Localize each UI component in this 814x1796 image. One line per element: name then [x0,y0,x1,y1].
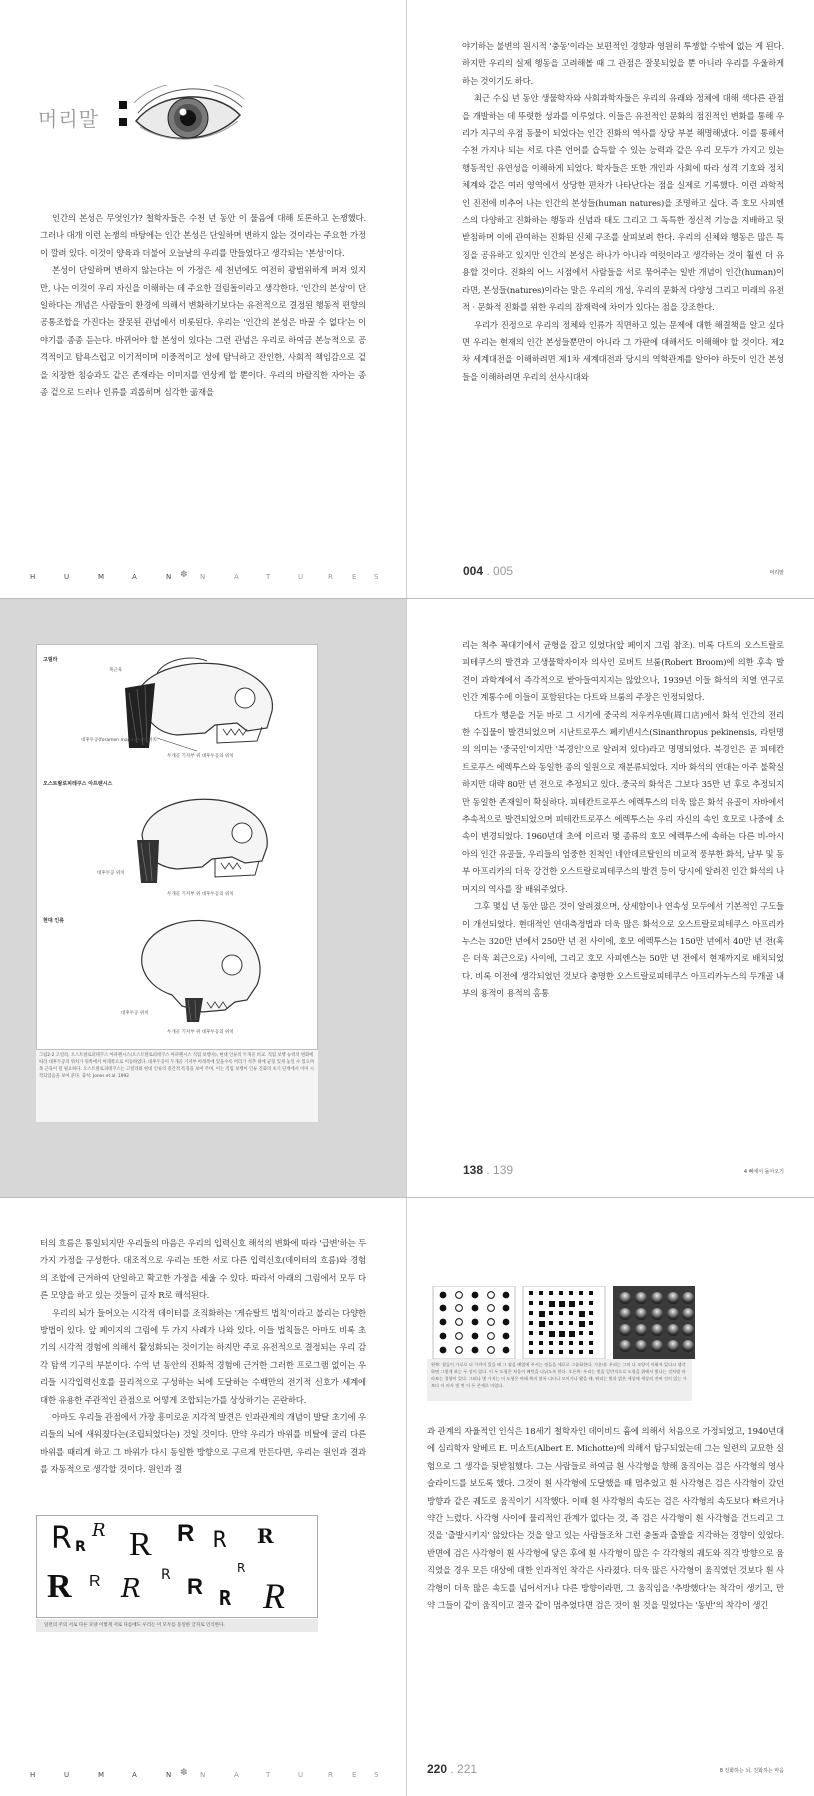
body-text [40,1235,366,1479]
letter-r-figure [36,1515,318,1618]
page-number: 138 . 139 [463,1163,514,1177]
human-skull-icon [107,910,277,1025]
letter-r-glyph: R [121,1574,141,1604]
figure-annotation: 대후두공 위치 [121,1011,149,1016]
skull-comparison-figure [36,644,318,1050]
figure-annotation: 두개골 기저부 위 대후두공의 위치 [167,892,234,897]
paragraph: 그후 몇십 년 동안 많은 것이 알려졌으며, 상세함이나 연속성 모두에서 기본적인 구도들이 개선되었다. 현대적인 연대측정법과 더욱 많은 화석으로 오스트랄로피테쿠스 아프리카누스는 320만 년에서 250만 년 전 사이에, 호모 에렉투스는 150만 년에서 40만 년 전(혹은 더욱 최근으로) 사이에, 그리고 호모 사피엔스는 50만 년 전에서 현재까지로 배치되었다. 비록 이전에 생각되었던 것보다 충명한 오스트랄로피테쿠스 아프리카누스의 두개골 내부의 용적이 용적의 홈통 [462,901,784,999]
letter-r-glyph: R [257,1524,274,1548]
figure-annotation: 대후두공 위치 [97,871,125,876]
paragraph: 리는 척추 꼭대기에서 균형을 잡고 있었다(앞 페이지 그림 참조). 비록 다트의 오스트랄로피테쿠스의 발견과 고생물학자이자 의사인 로버트 브룸(Robert Broom)에 의한 후속 발견이 과학계에서 즉각적으로 받아들여지지는 않았으나, 1939년 이들 화석의 치열 연구로 인간 계통수에 이들이 포함된다는 다트와 브룸의 주장은 인정되었다. [462,640,784,703]
figure-annotation: 대후두공(foramen magnum)의 위치 [81,738,157,743]
figure-annotation: 두개골 기저부 위 대후두공의 위치 [167,1030,234,1035]
running-head: 8 진화하는 뇌, 진화하는 마음 [719,1768,784,1774]
running-head: 4 뼈에서 돌아오기 [743,1169,784,1175]
figure-caption: 왼쪽: 점들이 가로로 더 가까이 있을 때 그 점을 배열에 주시는 정들을 세로로 그룹화한다. 가운데: 우리는 그의 나 모양이 이뤄져 있다고 생각하면 그렇게 보는 두 장이 있다. 이 두 도형은 처음이 패턴을 나뉘도록 한다. 오른쪽: 우리는 빛을 일반적으로 도형을 위에서 빛나는 것처럼 바라보는 경향이 있다. 그러나 몇 가지는 이 도형은 아래 쪽의 볼록 나타나 모이거나 왔을 때, 뭐리는 빛과 밝은 세상에 세상의 진짜 것이 있는 가보다 이 의사 빛 변 이 든 존재로 이었다. [427,1359,692,1401]
page-right-perception [407,1198,814,1796]
running-head: 머리말 [769,570,784,576]
paragraph: 아마도 우리들 관점에서 가장 흥미로운 지각적 발견은 인과관계의 개념이 발달 초기에 우리들의 뇌에 새워졌다는(조립되었다는) 것일 것이다. 만약 우리가 바위를 비탈에 굴리 다른 바위를 때리게 하고 그 바위가 다시 동일한 방향으로 구르게 만든다면, 우리는 원인과 결과를 자동적으로 생각할 것이다. 원인과 결 [40,1412,366,1475]
letter-r-glyph: R [219,1586,232,1610]
page-left-gestalt: 터의 흐름은 통일되지만 우리들의 마음은 우리의 입력신호 해석의 변화에 따라 '급변'하는 두 가지 가정을 구성한다. 대조적으로 우리는 또한 서로 다른 입력신호(데이터의 흐름)와 경험의 조합에 근거하여 단일하고 확고한 가정을 세울 수 있다. 따라서 아래의 그림에서 모두 다른 모양을 하고 있는 것들이 글자 R로 해석된다. 우리의 뇌가 들어오는 시각적 데이터를 조직화하는 '게슈탈트 법칙'이라고 불리는 다양한 방법이 있다. 앞 페이지의 그림에 두 가지 사례가 나와 있다. 이들 법칙들은 아마도 비록 초기의 시각적 경험에 의해서 활성화되는 것이기는 하지만 주로 유전적으로 결정되는 우리 감각 탐색 기구의 부분이다. 수억 년 동안의 진화적 경험에 근거한 그러한 프로그램 없이는 우리들 시각입력신호를 끌리적으로 구성하는 뇌에 도달하는 수백만의 전기적 신호가 세계에 대한 유용한 주관적인 관점으로 어떻게 조합되는가를 상상하기는 곤란하다. 아마도 우리들 관점에서 가장 흥미로운 지각적 발견은 인과관계의 개념이 발달 초기에 우리들의 뇌에 새워졌다는(조립되었다는) 것일 것이다. 만약 우리가 바위를 비탈에 굴리 다른 바위를 때리게 하고 그 바위가 다시 동일한 방향으로 구르게 만든다면, 우리는 원인과 결과를 자동적으로 생각할 것이다. 원인과 결 R R R R R R R R R R R R R R R 일련의 주의 서로 다른 모양 이렇게 서로 다를에도 우리는 이 모두를 동일한 글자로 인식한다. H U M A N ✽ N A T U R E S [0,1198,407,1796]
figure-label: 현대 인류 [43,918,65,924]
letter-r-glyph: R [47,1568,72,1605]
paragraph: 터의 흐름은 통일되지만 우리들의 마음은 우리의 입력신호 해석의 변화에 따라 '급변'하는 두 가지 가정을 구성한다. 대조적으로 우리는 또한 서로 다른 입력신호(데이터의 흐름)와 경험의 조합에 근거하여 단일하고 확고한 가정을 세울 수 있다. 따라서 아래의 그림에서 모두 다른 모양을 하고 있는 것들이 글자 R로 해석된다. [40,1238,366,1301]
letter-r-glyph: R [187,1574,203,1599]
page-number: 004 . 005 [463,564,514,578]
page-left-skull-figure [0,599,407,1198]
body-text [40,210,366,401]
paragraph: 과 관계의 자율적인 인식은 18세기 철학자인 데이비드 흄에 의해서 처음으로 가정되었고, 1940년대에 심리학자 알베르 E. 미쇼트(Albert E. Michotte)에 의해서 탐구되었는데 그는 일련의 교묘한 실험으로 그 생각을 뒷받침했다. 그는 사람들로 하여금 흰 사각형을 향해 움직이는 검은 사각형의 영사 슬라이드를 보도록 했다. 그것이 흰 사각형에 도달했을 때 멈추었고 흰 사각형은 검은 사각형이 갔던 방향과 같은 궤도로 움직이기 시작했다. 이때 흰 사각형의 속도는 검은 사각형의 속도보다 빠르거나 약간 느렸다. 사각형 사이에 물리적인 관계가 없다는 것, 즉 검은 사각형이 흰 사각형을 건드리고 그것을 '출발시키지' 않았다는 것을 알고 있는 사람들조차 그런 충돌과 출발을 지각하는 경향이 있었다. 반면에 검은 사각형이 흰 사각형에 닿은 후에 흰 사각형이 많은 수 각각형의 궤도와 직각 방향으로 움직였을 경우 모든 대상에 대한 인과적인 착각은 사라졌다. 더욱 많은 사각형이 움직였던 것보다 흰 사각형이 더욱 많은 속도를 넘어서거나 다른 방향이라면, 그 움직임을 '추방했다'는 착각이 생기고, 만약 그들이 같이 움직이고 결국 같이 멈추었다면 검은 것이 흰 것을 밀었다는 '동반'의 착각이 생긴 [427,1426,784,1611]
eye-illustration [130,85,245,150]
letter-r-glyph: R [75,1539,86,1555]
letter-r-glyph: R [92,1520,106,1541]
letter-r-glyph: R [89,1573,101,1590]
wordmark-ornament-icon: ✽ [180,570,188,580]
letter-r-glyph: R [237,1561,246,1575]
figure-caption: 그림2-2 고릴라, 오스트랄로피테쿠스 아파렌시스(오스트랄로피테쿠스 아파렌시스 직립 보행자), 현대 인류의 두개골 비교. 직립 보행 능력의 변화에 따라 대후두공의 위치가 뒤쪽에서 아래쪽으로 이동하였다. 대후두공이 두개골 기저부 아래쪽에 있을수록 머리가 척추 위에 균형 있게 놓일 수 있으며 목 근육이 덜 필요하다. 오스트랄로피테쿠스는 고릴라와 현대 인류의 중간적 특징을 보여 주며, 이는 직립 보행이 인류 진화의 초기 단계에서 이미 시작되었음을 보여 준다. 출처: Jones et al. 1992 [36,1050,318,1122]
page-right-chapter4 [407,599,814,1198]
body-text [462,38,784,386]
paragraph: 야기하는 불변의 원시적 '충동'이라는 보편적인 경향과 영원히 투쟁할 수밖에 없는 게 된다. 하지만 우리의 실제 행동을 고려해볼 때 그 관점은 잘못되었을 뿐 아니라 우리를 우울하게 하는 것이기도 하다. [462,41,784,86]
gestalt-illustrations [427,1286,701,1359]
body-text [462,637,784,1003]
figure-label: 오스트랄로피테쿠스 아프렌시스 [43,781,113,787]
paragraph: 우리가 진정으로 우리의 정체와 인류가 직면하고 있는 문제에 대한 해결책을 알고 싶다면 우리는 현재의 인간 본성들뿐만이 아니라 그 가판에 대해서도 이해해야 할 것이다. 제2차 세계대전을 이해하려면 제1차 세계대전과 당시의 역학관계를 알아야 하듯이 인간 본성들을 이해하려면 우리의 선사시대와 [462,319,784,382]
letter-r-glyph: R [177,1520,195,1547]
body-text [427,1423,784,1614]
letter-r-glyph: R [213,1528,227,1553]
paragraph: 인간의 본성은 무엇인가? 철학자들은 수천 년 동안 이 물음에 대해 토론하고 논쟁했다. 그러나 대개 이런 논쟁의 바탕에는 인간 본성은 단일하며 변하지 않는 것이라는 주요한 가정이 깔려 있다. 이것이 양육과 더불어 오늘날의 우리를 만들었다고 생각되는 '본성'이다. [40,213,366,258]
figure-label: 고릴라 [43,657,58,663]
wordmark-ornament-icon: ✽ [180,1768,188,1778]
page-right-preface [407,0,814,599]
paragraph: 본성이 단일하며 변하지 않는다는 이 가정은 세 천년에도 여전히 광범위하게 퍼져 있지만, 나는 이것이 우리 자신을 이해하는 데 주요한 걸림돌이라고 생각한다. '인간의 본성'이 단일하다는 개념은 사람들이 환경에 의해서 변화하기보다는 유전적으로 결정된 행동적 편향의 공통조합을 가진다는 잘못된 관념에서 비롯된다. 우리는 '인간의 본성은 바꿀 수 없다'는 이야기를 종종 듣는다. 바뀌어야 할 본성이 있다는 그런 관념은 우리로 하여금 본능적으로 공격적이고 탐욕스럽고 이기적이며 이중적이고 성에 탐닉하고 잔인한, 사회적 책임감으로 겉을 치장한 침승과도 같은 존재라는 이미지를 연상케 할 뿐이다. 우리의 바람직한 자아는 종종 겉으로 드러나 인류를 괴롭히며 심각한 곪재을 [40,265,366,398]
letter-r-glyph: R [161,1567,171,1583]
letter-r-glyph: R [129,1526,152,1563]
page-number: 220 . 221 [427,1762,478,1776]
figure-caption: 일련의 주의 서로 다른 모양 이렇게 서로 다를에도 우리는 이 모두를 동일한 글자로 인식한다. [36,1619,318,1632]
chapter-heading [38,85,338,155]
letter-r-glyph: R [263,1576,285,1616]
chapter-title: 머리말 [38,107,99,131]
page-left-preface: 머리말 인간의 본성은 무엇인가? 철학자들은 수천 년 동안 이 물음에 대해 토론하고 논쟁했다. 그러나 대개 이런 논쟁의 바탕에는 인간 본성은 단일하며 변하지 않는 것이라는 주요한 가정이 깔려 있다. 이것이 양육과 더불어 오늘날의 우리를 만들었다고 생각되는 '본성'이다. 본성이 단일하며 변하지 않는다는 이 가정은 세 천년에도 여전히 광범위하게 퍼져 있지만, 나는 이것이 우리 자신을 이해하는 데 주요한 걸림돌이라고 생각한다. '인간의 본성'이 단일하다는 개념은 사람들이 환경에 의해서 변화하기보다는 유전적으로 결정된 행동적 편향의 공통조합을 가진다는 잘못된 관념에서 비롯된다. 우리는 '인간의 본성은 바꿀 수 없다'는 이야기를 종종 듣는다. 바뀌어야 할 본성이 있다는 그런 관념은 우리로 하여금 본능적으로 공격적이고 탐욕스럽고 이기적이며 이중적이고 성에 탐닉하고 잔인한, 사회적 책임감으로 겉을 치장한 침승과도 같은 존재라는 이미지를 연상케 할 뿐이다. 우리의 바람직한 자아는 종종 겉으로 드러나 인류를 괴롭히며 심각한 곪재을 H U M A N ✽ N A T U R E S [0,0,407,599]
paragraph: 최근 수십 년 동안 생물학자와 사회과학자들은 우리의 유래와 정체에 대해 색다른 관점을 개발하는 데 뚜렷한 성과를 이루었다. 이들은 유전적인 문화의 점진적인 변화를 통해 우리가 지구의 우점 동물이 되었다는 인간 진화의 역사를 상당 부분 해명해냈다. 이를 통해서 수천 가지나 되는 서로 다른 언어를 습득할 수 있는 능력과 같은 우리 모두가 가지고 있는 행동적인 유연성을 이해하게 되었다. 학자들은 또한 개인과 사회에 따라 성격 기호와 정치 체계와 같은 여러 영역에서 상당한 편차가 나타난다는 점을 실제로 기록했다. 이런 과학적인 진전에 비추어 나는 인간의 본성들(human natures)을 조명하고 싶다. 즉 호모 사피엔스의 다양하고 진화하는 행동과 신념과 태도 그리고 그 독특한 정신적 기능을 지배하고 뒷받침하며 이에 관여하는 진화된 신체 구조를 살피보려 한다. 우리의 신체와 행동은 많은 특징을 공유하고 있지만 인간의 본성은 하나가 아니라 여럿이라고 생각하는 것이 훨씬 더 유용할 것이다. 진화의 어느 시점에서 사람들을 서로 묶어주는 일반 개념이 인간(human)이라면, 본성들(natures)이라는 말은 우리의 개성, 우리의 문화적 다양성 그리고 미래의 유전적 · 문화적 진화를 위한 우리의 잠재력에 차이가 있다는 점을 강조한다. [462,93,784,313]
colon-ornament [119,101,128,135]
figure-annotation: 두개골 기저부 위 대후두공의 위치 [167,754,234,759]
australopithecus-skull-icon [97,785,287,890]
paragraph: 다트가 행운을 거둔 바로 그 시기에 중국의 저우커우뎬(周口店)에서 화석 인간의 전리한 수집물이 발견되었으며 시난트로푸스 페키넨시스(Sinanthropus pekinensis, 라틴명의 의미는 '중국인'이지만 '북경인'으로 알려져 있다)라고 명명되었다. 북경인은 곧 피테칸트로푸스 에렉투스와 동일한 종의 일원으로 재분류되었다. 지바 화석의 연대는 아주 불확실하지만 대략 80만 년 전으로 추정되고 있다. 중국의 화석은 그보다 35만 년 후로 추정되지만 동일한 존재일이 확실하다. 피테칸트로푸스 에렉투스의 더욱 많은 화석 유골이 자바에서 추속적으로 발견되었으며 피테칸트로푸스 에렉투스는 우리 자신의 속인 호모로 나중에 소속이 변경되었다. 1960년대 초에 이르러 몇 종류의 호모 에렉투스에 속하는 다른 비-아시아의 인간 유골들, 우리들의 엄중한 친척인 네안데르탈인의 비교적 풍부한 화석, 남부 및 동부 아프리카의 더욱 강건한 오스트랄로피테쿠스의 발견 등이 당시에 알려진 인간 화석의 나머지의 역사를 잘 배워주었다. [462,709,784,894]
figure-annotation: 목근육 [109,668,123,673]
paragraph: 우리의 뇌가 들어오는 시각적 데이터를 조직화하는 '게슈탈트 법칙'이라고 불리는 다양한 방법이 있다. 앞 페이지의 그림에 두 가지 사례가 나와 있다. 이들 법칙들은 아마도 비록 초기의 시각적 경험에 의해서 활성화되는 것이기는 하지만 주로 유전적으로 결정되는 우리 감각 탐색 기구의 부분이다. 수억 년 동안의 진화적 경험에 근거한 그러한 프로그램 없이는 우리들 시각입력신호를 끌리적으로 구성하는 뇌에 도달하는 수백만의 전기적 신호가 세계에 대한 유용한 주관적인 관점으로 어떻게 조합되는가를 상상하기는 곤란하다. [40,1307,366,1405]
letter-r-glyph: R [51,1521,72,1556]
